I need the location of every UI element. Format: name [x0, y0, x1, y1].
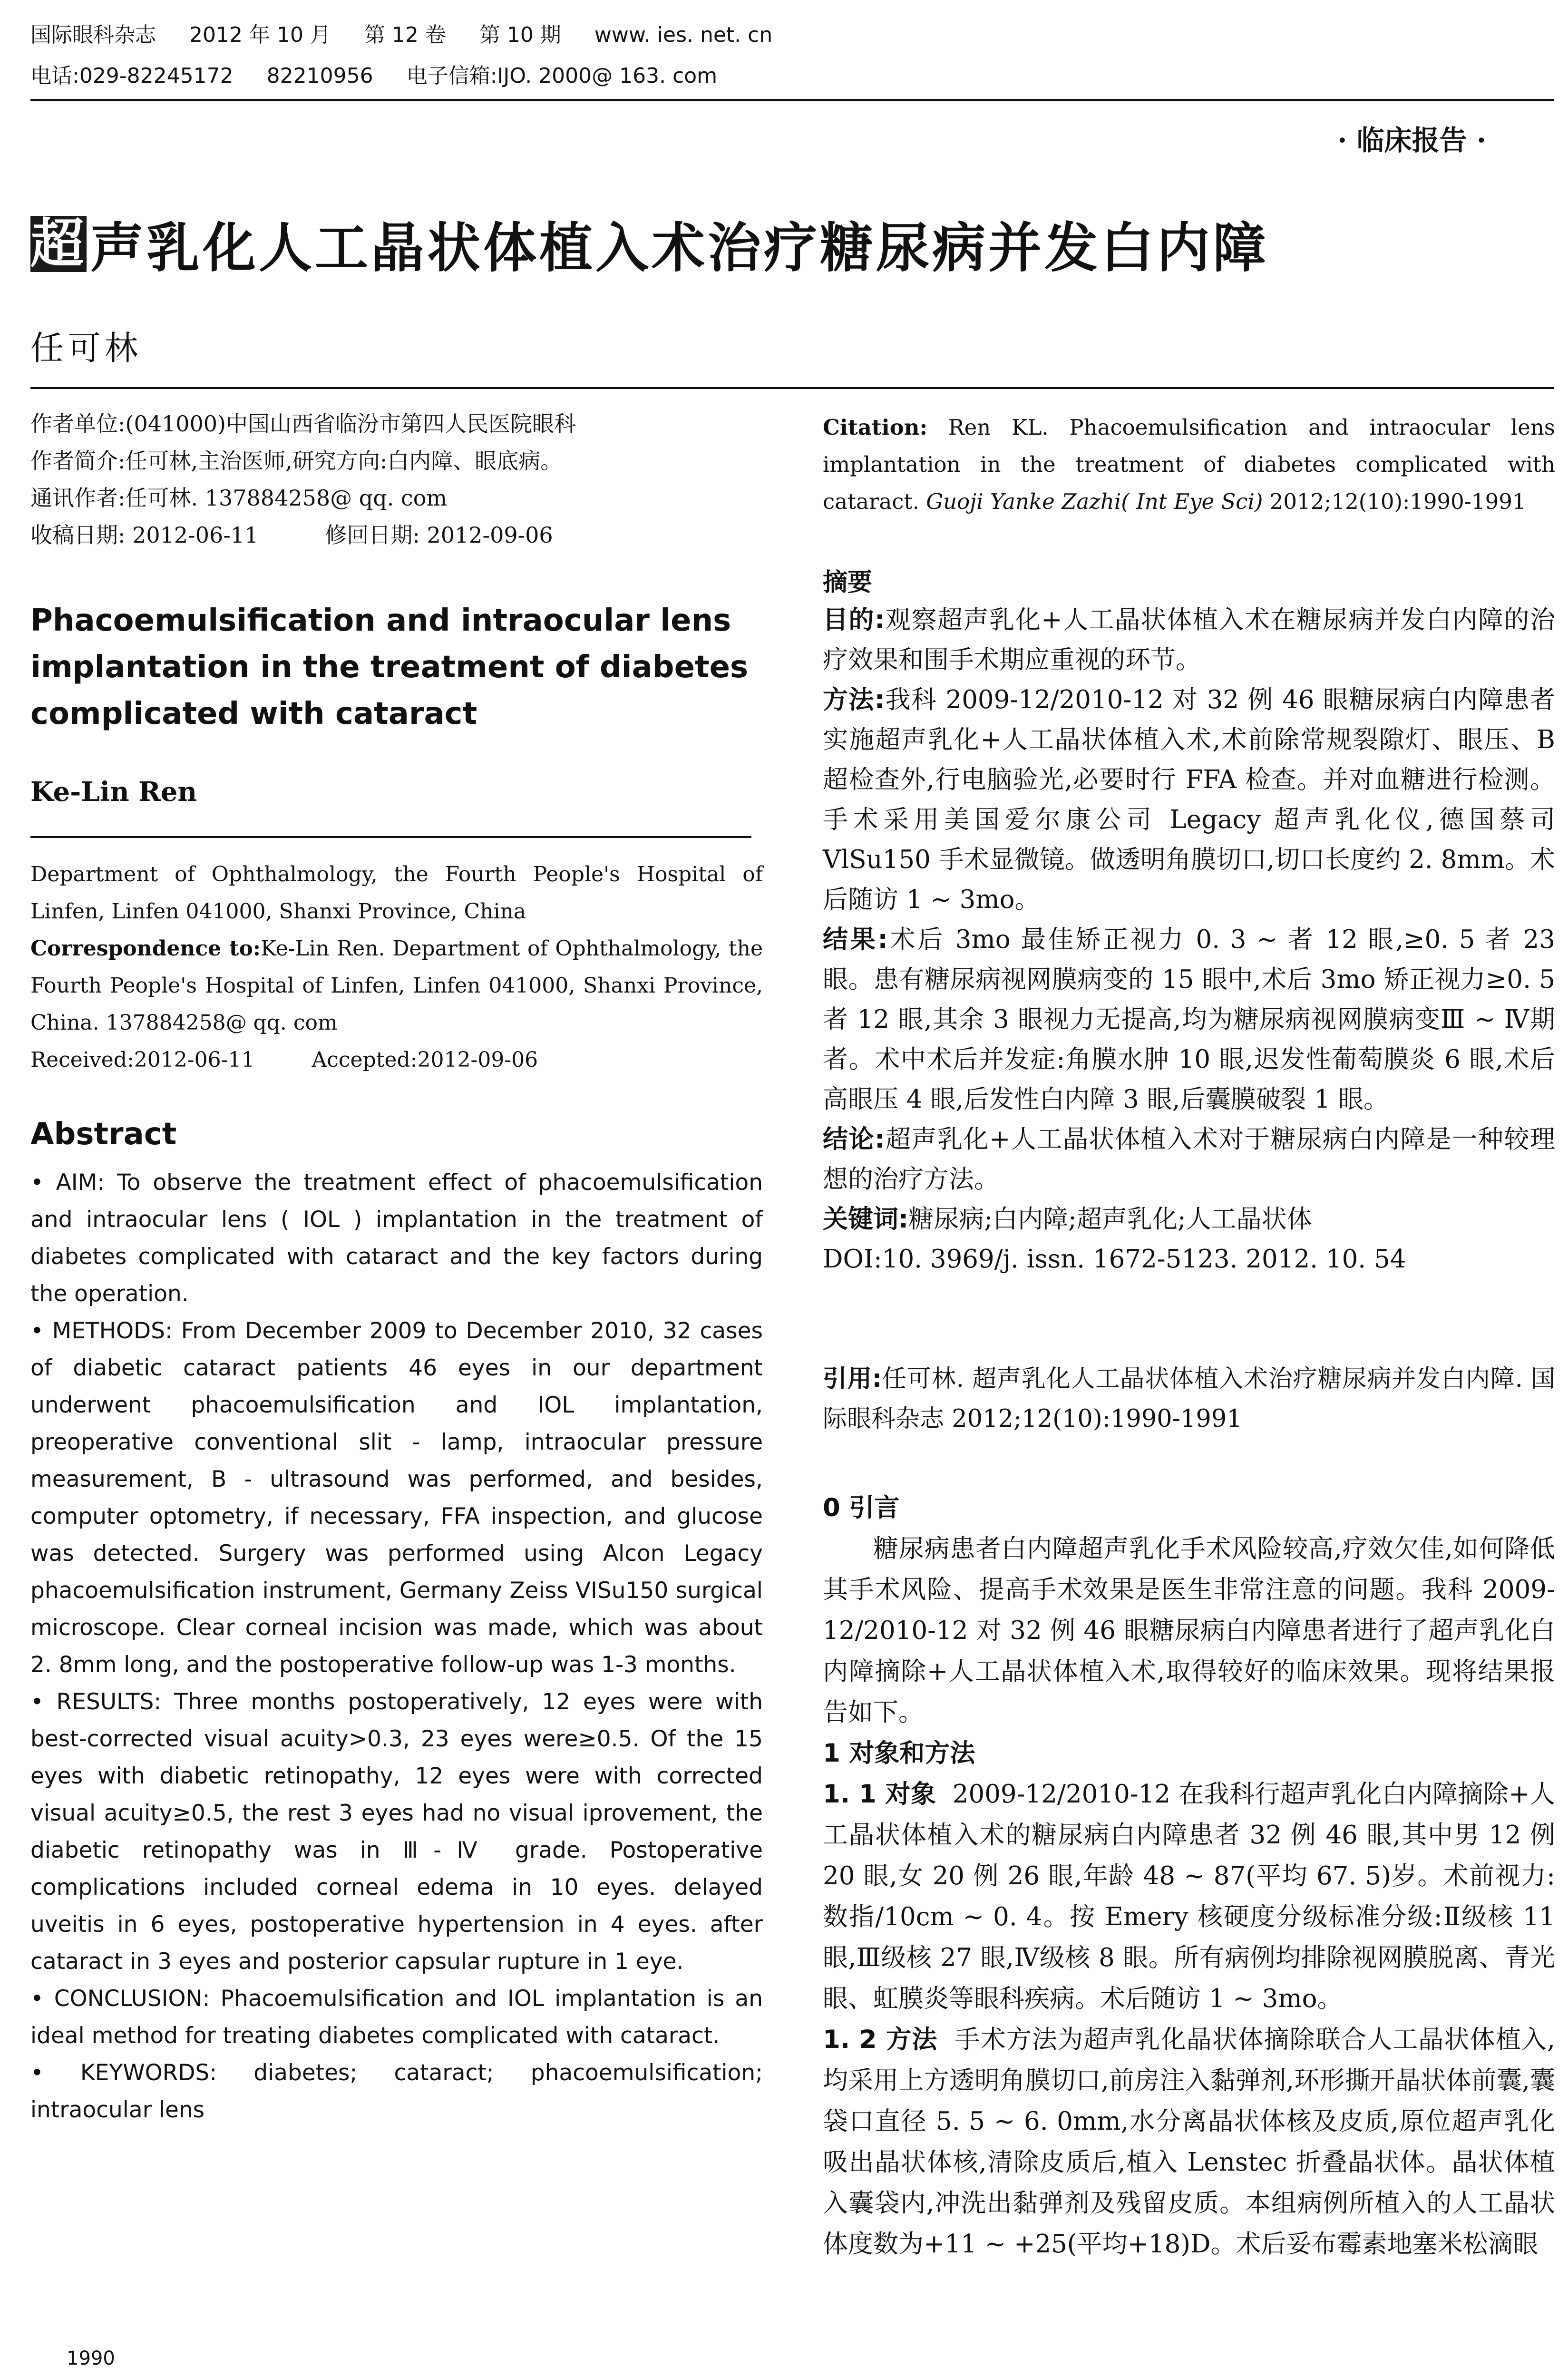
correspondence-label: Correspondence to: — [30, 936, 261, 961]
cn-conclusion — [823, 1120, 1555, 1199]
cn-keywords-label: 关键词: — [823, 1205, 909, 1234]
corresponding-author: 通讯作者:任可林. 137884258@ qq. com — [30, 485, 447, 511]
header-rule — [30, 99, 1554, 101]
cn-results-text: 术后 3mo 最佳矫正视力 0. 3 ~ 者 12 眼,≥0. 5 者 23 眼。患有糖尿病视网膜病变的 15 眼中,术后 3mo 矫正视力≥0. 5 者 12 眼,其余 3 眼视力无提高,均为糖尿病视网膜病变Ⅲ ~ Ⅳ期者。术中术后并发症:角膜水肿 10 眼,迟发性葡萄膜炎 6 眼,术后高眼压 4 眼,后发性白内障 3 眼,后囊膜破裂 1 眼。 — [823, 925, 1556, 1114]
cn-citation-label: 引用: — [823, 1365, 882, 1393]
citation-journal: Guoji Yanke Zazhi( Int Eye Sci) — [926, 489, 1263, 514]
email[interactable]: 电子信箱:IJO. 2000@ 163. com — [406, 64, 718, 88]
title-rest: 声乳化人工晶状体植入术治疗糖尿病并发白内障 — [90, 217, 1269, 279]
journal-name: 国际眼科杂志 — [30, 23, 156, 47]
abstract-heading: Abstract — [30, 1117, 177, 1152]
cn-citation — [823, 1359, 1555, 1439]
issue-date: 2012 年 10 月 — [189, 23, 331, 47]
cn-methods — [823, 680, 1555, 920]
cn-abstract-heading: 摘要 — [823, 568, 873, 597]
page-number: 1990 — [67, 2348, 115, 2369]
received-cn: 收稿日期: 2012-06-11 — [30, 522, 259, 548]
article-title — [30, 205, 1269, 282]
department-block — [30, 856, 763, 1079]
method-text: 手术方法为超声乳化晶状体摘除联合人工晶状体植入,均采用上方透明角膜切口,前房注入黏弹剂,环形撕开晶状体前囊,囊袋口直径 5. 5 ~ 6. 0mm,水分离晶状体核及皮质,原位超声乳化吸出晶状体核,清除皮质后,植入 Lenstec 折叠晶状体。晶状体植入囊袋内,冲洗出黏弹剂及残留皮质。本组病例所植入的人工晶状体度数为+11 ~ +25(平均+18)D。术后妥布霉素地塞米松滴眼 — [823, 2025, 1555, 2259]
abstract-aim: • AIM: To observe the treatment effect of phacoemulsification and intraocular lens ( IOL ) implantation in the treatment of diabetes complicated with cataract and the key factors during the operation. — [30, 1169, 763, 1307]
issue-number: 第 10 期 — [479, 23, 561, 47]
cn-doi: DOI:10. 3969/j. issn. 1672-5123. 2012. 10. 54 — [823, 1245, 1406, 1274]
abstract-results: • RESULTS: Three months postoperatively, 12 eyes were with best-corrected visual acuity>0.3, 23 eyes were≥0.5. Of the 15 eyes with diabetic retinopathy, 12 eyes were with corrected visual acuity≥0.5, the rest 3 eyes had no visual iprovement, the diabetic retinopathy was in Ⅲ-Ⅳ grade. Postoperative complications included corneal edema in 10 eyes. delayed uveitis in 6 eyes, postoperative hypertension in 4 eyes. after cataract in 3 eyes and posterior capsular rupture in 1 eye. — [30, 1689, 763, 1975]
cn-aim-text: 观察超声乳化+人工晶状体植入术在糖尿病并发白内障的治疗效果和围手术期应重视的环节。 — [823, 605, 1555, 674]
journal-header-line2 — [30, 62, 750, 90]
cn-conclusion-text: 超声乳化+人工晶状体植入术对于糖尿病白内障是一种较理想的治疗方法。 — [823, 1125, 1555, 1194]
cn-abstract-body — [823, 600, 1555, 1279]
department: Department of Ophthalmology, the Fourth People's Hospital of Linfen, Linfen 041000, Shanxi Province, China — [30, 862, 763, 924]
section-type: · 临床报告 · — [1337, 124, 1486, 156]
cn-methods-label: 方法: — [823, 685, 885, 714]
dates-cn — [30, 516, 763, 554]
methods-heading: 1 对象和方法 — [823, 1739, 975, 1768]
intro-paragraph: 糖尿病患者白内障超声乳化手术风险较高,疗效欠佳,如何降低其手术风险、提高手术效果是医生非常注意的问题。我科 2009-12/2010-12 对 32 例 46 眼糖尿病白内障患者进行了超声乳化白内障摘除+人工晶状体植入术,取得较好的临床效果。现将结果报告如下。 — [823, 1534, 1555, 1727]
cn-methods-text: 我科 2009-12/2010-12 对 32 例 46 眼糖尿病白内障患者实施超声乳化+人工晶状体植入术,术前除常规裂隙灯、眼压、B 超检查外,行电脑验光,必要时行 FFA 检查。并对血糖进行检测。手术采用美国爱尔康公司 Legacy 超声乳化仪,德国蔡司 VlSu150 手术显微镜。做透明角膜切口,切口长度约 2. 8mm。术后随访 1 ~ 3mo。 — [823, 685, 1555, 914]
cn-aim — [823, 600, 1555, 680]
received-en: Received:2012-06-11 — [30, 1048, 255, 1072]
cn-citation-text: 任可林. 超声乳化人工晶状体植入术治疗糖尿病并发白内障. 国际眼科杂志 2012;12(10):1990-1991 — [823, 1365, 1555, 1433]
cn-keywords-text: 糖尿病;白内障;超声乳化;人工晶状体 — [908, 1205, 1312, 1234]
intro-heading: 0 引言 — [823, 1493, 900, 1522]
abstract-conclusion: • CONCLUSION: Phacoemulsification and IOL implantation is an ideal method for treating diabetes complicated with cataract. — [30, 1986, 763, 2049]
subjects-label: 1. 1 对象 — [823, 1780, 936, 1809]
abstract-methods: • METHODS: From December 2009 to December 2010, 32 cases of diabetic cataract patients 46 eyes in our department underwent phacoemulsification and IOL implantation, preoperative conventional slit - lamp, intraocular pressure measurement, B - ultrasound was performed, and besides, computer optometry, if necessary, FFA inspection, and glucose was detected. Surgery was performed using Alcon Legacy phacoemulsification instrument, Germany Zeiss VISu150 surgical microscope. Clear corneal incision was made, which was about 2. 8mm long, and the postoperative follow-up was 1-3 months. — [30, 1318, 763, 1678]
website[interactable]: www. ies. net. cn — [594, 23, 773, 47]
cn-keywords — [823, 1199, 1555, 1239]
body-text — [823, 1488, 1555, 2265]
cn-results — [823, 920, 1555, 1120]
author-unit: 作者单位:(041000)中国山西省临汾市第四人民医院眼科 — [30, 411, 576, 437]
title-first-char: 超 — [30, 213, 87, 275]
method-label: 1. 2 方法 — [823, 2025, 938, 2054]
volume: 第 12 卷 — [364, 23, 446, 47]
meta-cn — [30, 405, 763, 554]
citation-block — [823, 409, 1555, 520]
citation-label: Citation: — [823, 415, 928, 440]
dates-en — [30, 1042, 763, 1079]
subjects-text: 2009-12/2010-12 在我科行超声乳化白内障摘除+人工晶状体植入术的糖尿病白内障患者 32 例 46 眼,其中男 12 例 20 眼,女 20 例 26 眼,年龄 48 ~ 87(平均 67. 5)岁。术前视力:数指/10cm ~ 0. 4。按 Emery 核硬度分级标准分级:Ⅱ级核 11 眼,Ⅲ级核 27 眼,Ⅳ级核 8 眼。所有病例均排除视网膜脱离、青光眼、虹膜炎等眼科疾病。术后随访 1 ~ 3mo。 — [823, 1780, 1555, 2013]
correspondence-text: Ke-Lin Ren. Department of Ophthalmology, the Fourth People's Hospital of Linfen, Linfen 041000, Shanxi Province, China. 137884258@ qq. com — [30, 936, 763, 1035]
author-bio: 作者简介:任可林,主治医师,研究方向:白内障、眼底病。 — [30, 448, 563, 474]
citation-ref: 2012;12(10):1990-1991 — [1269, 489, 1526, 514]
method-paragraph — [823, 2019, 1555, 2265]
citation-text: Ren KL. Phacoemulsification and intraocular lens implantation in the treatment of diabetes complicated with cataract. — [823, 415, 1556, 514]
english-title: Phacoemulsification and intraocular lens implantation in the treatment of diabetes complicated with cataract — [30, 603, 749, 731]
phone: 电话:029-82245172 — [30, 64, 234, 88]
journal-header-line1 — [30, 21, 806, 49]
phone2: 82210956 — [266, 64, 373, 88]
revised-cn: 修回日期: 2012-09-06 — [325, 522, 553, 548]
author-rule — [30, 836, 751, 838]
abstract-keywords: • KEYWORDS: diabetes; cataract; phacoemulsification; intraocular lens — [30, 2060, 763, 2123]
subjects-paragraph — [823, 1774, 1555, 2019]
abstract-body — [30, 1164, 763, 2129]
author-cn: 任可林 — [30, 329, 142, 368]
title-rule — [30, 387, 1554, 389]
english-author: Ke-Lin Ren — [30, 776, 197, 808]
cn-results-label: 结果: — [823, 925, 888, 954]
correspondence — [30, 930, 763, 1042]
cn-conclusion-label: 结论: — [823, 1125, 885, 1154]
cn-aim-label: 目的: — [823, 605, 885, 634]
accepted-en: Accepted:2012-09-06 — [312, 1048, 538, 1072]
